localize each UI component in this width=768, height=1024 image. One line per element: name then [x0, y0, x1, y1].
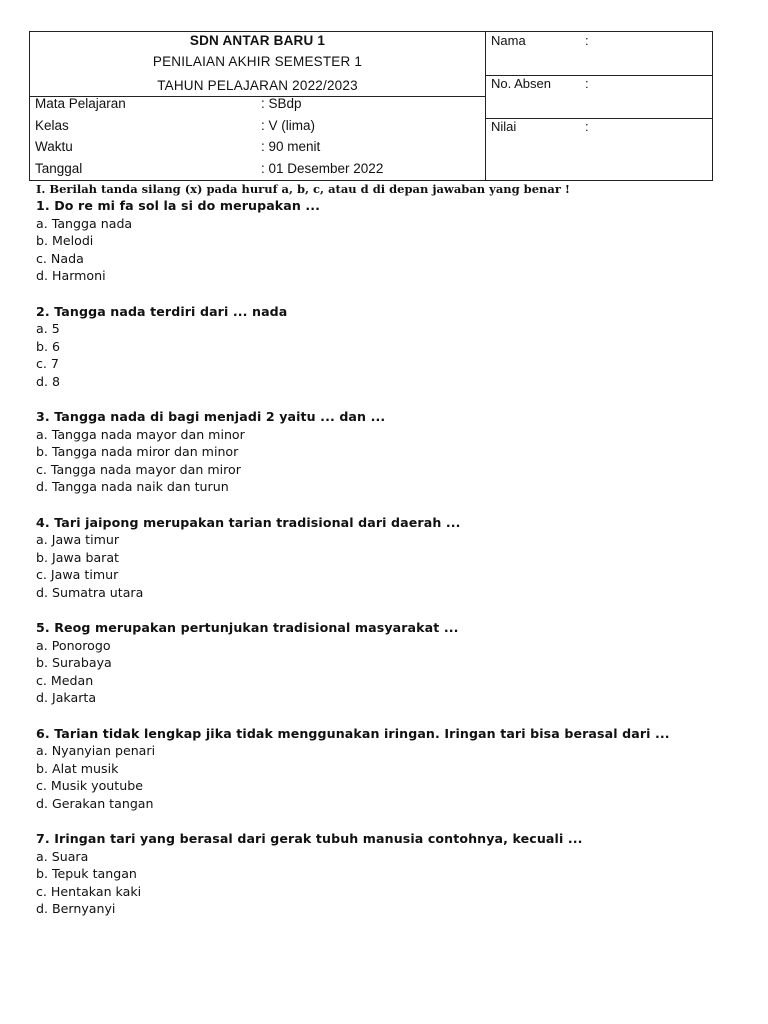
- option-b[interactable]: b. Tangga nada miror dan minor: [36, 444, 239, 459]
- question-text: 6. Tarian tidak lengkap jika tidak menggunakan iringan. Iringan tari bisa berasal dari ...: [36, 725, 670, 741]
- exam-title: PENILAIAN AKHIR SEMESTER 1: [152, 54, 363, 69]
- option-b[interactable]: b. Alat musik: [36, 760, 119, 776]
- option-d[interactable]: d. Harmoni: [36, 268, 106, 283]
- option-b[interactable]: b. Melodi: [36, 233, 94, 248]
- question-7: [36, 830, 756, 918]
- option-c[interactable]: c. Jawa timur: [36, 567, 119, 582]
- option-a[interactable]: a. 5: [36, 321, 60, 336]
- option-c[interactable]: c. Medan: [36, 672, 94, 688]
- option-c[interactable]: c. Musik youtube: [36, 778, 143, 793]
- option-b[interactable]: b. Jawa barat: [36, 549, 119, 565]
- question-4: [36, 514, 756, 602]
- option-c[interactable]: c. Nada: [36, 250, 84, 266]
- option-c[interactable]: c. 7: [36, 356, 59, 371]
- absen-label: No. Absen: [491, 76, 551, 91]
- option-d[interactable]: d. 8: [36, 373, 61, 389]
- time-label: Waktu: [35, 139, 73, 154]
- class-label: Kelas: [35, 118, 69, 133]
- exam-header-table: [29, 31, 713, 181]
- option-a[interactable]: a. Tangga nada: [36, 215, 133, 231]
- option-a[interactable]: a. Tangga nada mayor dan minor: [36, 426, 245, 442]
- option-d[interactable]: d. Gerakan tangan: [36, 795, 154, 811]
- subject-value: : SBdp: [261, 96, 302, 111]
- option-a[interactable]: a. Nyanyian penari: [36, 743, 156, 758]
- question-3: [36, 408, 756, 496]
- question-list: [36, 197, 756, 936]
- score-label: Nilai: [491, 119, 517, 134]
- name-label: Nama: [491, 33, 526, 48]
- time-value: : 90 menit: [261, 139, 321, 154]
- question-5: [36, 619, 756, 707]
- option-a[interactable]: a. Suara: [36, 848, 89, 864]
- question-1: [36, 197, 756, 285]
- table-divider: [485, 32, 486, 180]
- question-text: 3. Tangga nada di bagi menjadi 2 yaitu ... dan ...: [36, 409, 386, 424]
- date-label: Tanggal: [35, 161, 83, 176]
- option-d[interactable]: d. Sumatra utara: [36, 584, 144, 600]
- option-c[interactable]: c. Tangga nada mayor dan miror: [36, 461, 241, 477]
- question-text: 7. Iringan tari yang berasal dari gerak tubuh manusia contohnya, kecuali ...: [36, 831, 583, 846]
- question-text: 1. Do re mi fa sol la si do merupakan ...: [36, 198, 321, 213]
- option-d[interactable]: d. Tangga nada naik dan turun: [36, 479, 229, 494]
- option-d[interactable]: d. Jakarta: [36, 690, 97, 705]
- date-value: : 01 Desember 2022: [261, 161, 384, 176]
- class-value: : V (lima): [261, 118, 315, 133]
- question-2: [36, 303, 756, 391]
- subject-label: Mata Pelajaran: [35, 96, 126, 111]
- option-d[interactable]: d. Bernyanyi: [36, 901, 116, 916]
- question-text: 2. Tangga nada terdiri dari ... nada: [36, 303, 288, 319]
- option-b[interactable]: b. Tepuk tangan: [36, 866, 137, 881]
- table-divider: [485, 118, 712, 119]
- question-text: 4. Tari jaipong merupakan tarian tradisional dari daerah ...: [36, 514, 461, 530]
- question-text: 5. Reog merupakan pertunjukan tradisional masyarakat ...: [36, 620, 459, 635]
- option-a[interactable]: a. Ponorogo: [36, 637, 111, 653]
- option-b[interactable]: b. Surabaya: [36, 655, 112, 670]
- academic-year: TAHUN PELAJARAN 2022/2023: [157, 78, 358, 93]
- instruction-text: I. Berilah tanda silang (x) pada huruf a, b, c, atau d di depan jawaban yang benar !: [36, 182, 570, 196]
- option-c[interactable]: c. Hentakan kaki: [36, 883, 142, 899]
- option-b[interactable]: b. 6: [36, 338, 61, 354]
- absen-field[interactable]: :: [585, 76, 589, 91]
- option-a[interactable]: a. Jawa timur: [36, 532, 120, 547]
- question-6: [36, 725, 756, 813]
- score-field[interactable]: :: [585, 119, 589, 134]
- name-field[interactable]: :: [585, 33, 589, 48]
- school-name: SDN ANTAR BARU 1: [189, 33, 326, 48]
